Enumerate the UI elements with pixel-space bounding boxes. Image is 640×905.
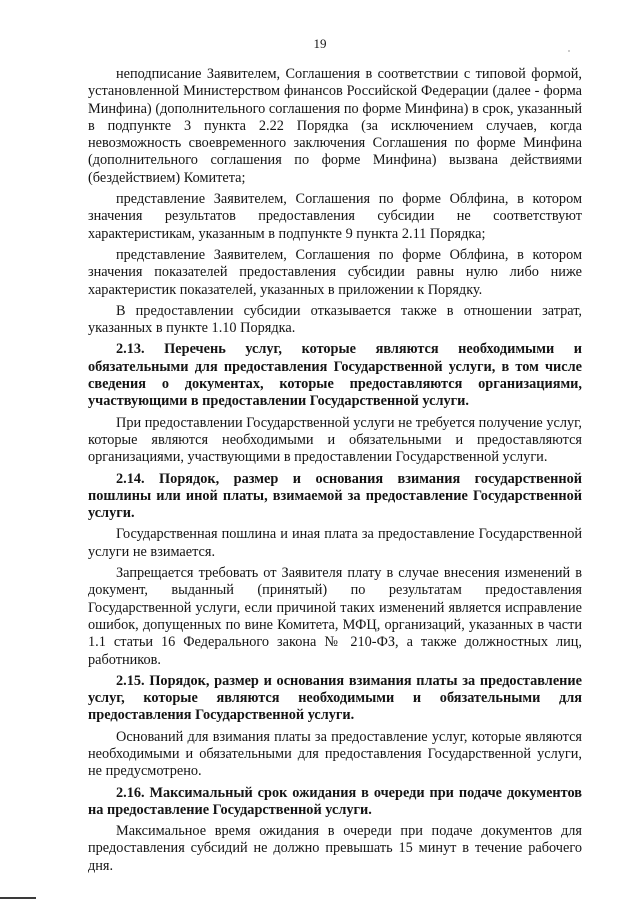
paragraph: При предоставлении Государственной услуги не требуется получение услуг, которые являются необходимыми и обязательными и предоставляются организациями, участвующими в предоставлении Государственной услуги. <box>88 414 582 466</box>
section-heading-2-14: 2.14. Порядок, размер и основания взимания государственной пошлины или иной платы, взимаемой за предоставление Государственной услуги. <box>88 470 582 522</box>
paragraph: представление Заявителем, Соглашения по форме Облфина, в котором значения результатов предоставления субсидии не соответствуют характеристикам, указанным в подпункте 9 пункта 2.11 Порядка; <box>88 191 582 242</box>
paragraph: Максимальное время ожидания в очереди при подаче документов для предоставления субсидий не должно превышать 15 минут в течение рабочего дня. <box>88 823 582 874</box>
scan-edge-mark <box>0 897 36 899</box>
section-heading-2-16: 2.16. Максимальный срок ожидания в очереди при подаче документов на предоставление Государственной услуги. <box>88 784 582 818</box>
paragraph: неподписание Заявителем, Соглашения в соответствии с типовой формой, установленной Министерством финансов Российской Федерации (далее - форма Минфина) (дополнительного соглашения по форме Минфина) в срок, указанный в подпункте 3 пункта 2.22 Порядка (за исключением случаев, когда невозможность своевременного заключения Соглашения по форме Минфина (дополнительного соглашения по форме Минфина) вызвана действиями (бездействием) Комитета; <box>88 66 582 186</box>
paragraph: Государственная пошлина и иная плата за предоставление Государственной услуги не взимается. <box>88 526 582 560</box>
scan-dot <box>568 50 570 52</box>
document-body <box>88 66 582 875</box>
paragraph: Запрещается требовать от Заявителя плату в случае внесения изменений в документ, выданный (принятый) по результатам предоставления Государственной услуги, если причиной таких изменений является исправление ошибок, допущенных по вине Комитета, МФЦ, организаций, указанных в части 1.1 статьи 16 Федерального закона № 210-ФЗ, а также должностных лиц, работников. <box>88 565 582 668</box>
section-heading-2-13: 2.13. Перечень услуг, которые являются необходимыми и обязательными для предоставления Государственной услуги, в том числе сведения о документах, которые предоставляются организациями, участвующими в предоставлении Государственной услуги. <box>88 341 582 410</box>
section-heading-2-15: 2.15. Порядок, размер и основания взимания платы за предоставление услуг, которые являются необходимыми и обязательными для предоставления Государственной услуги. <box>88 672 582 724</box>
paragraph: представление Заявителем, Соглашения по форме Облфина, в котором значения показателей предоставления субсидии равны нулю либо ниже характеристик показателей, указанных в приложении к Порядку. <box>88 246 582 298</box>
paragraph: В предоставлении субсидии отказывается также в отношении затрат, указанных в пункте 1.10 Порядка. <box>88 302 582 337</box>
page-number: 19 <box>313 36 327 51</box>
paragraph: Оснований для взимания платы за предоставление услуг, которые являются необходимыми и обязательными для предоставления Государственной услуги, не предусмотрено. <box>88 728 582 780</box>
